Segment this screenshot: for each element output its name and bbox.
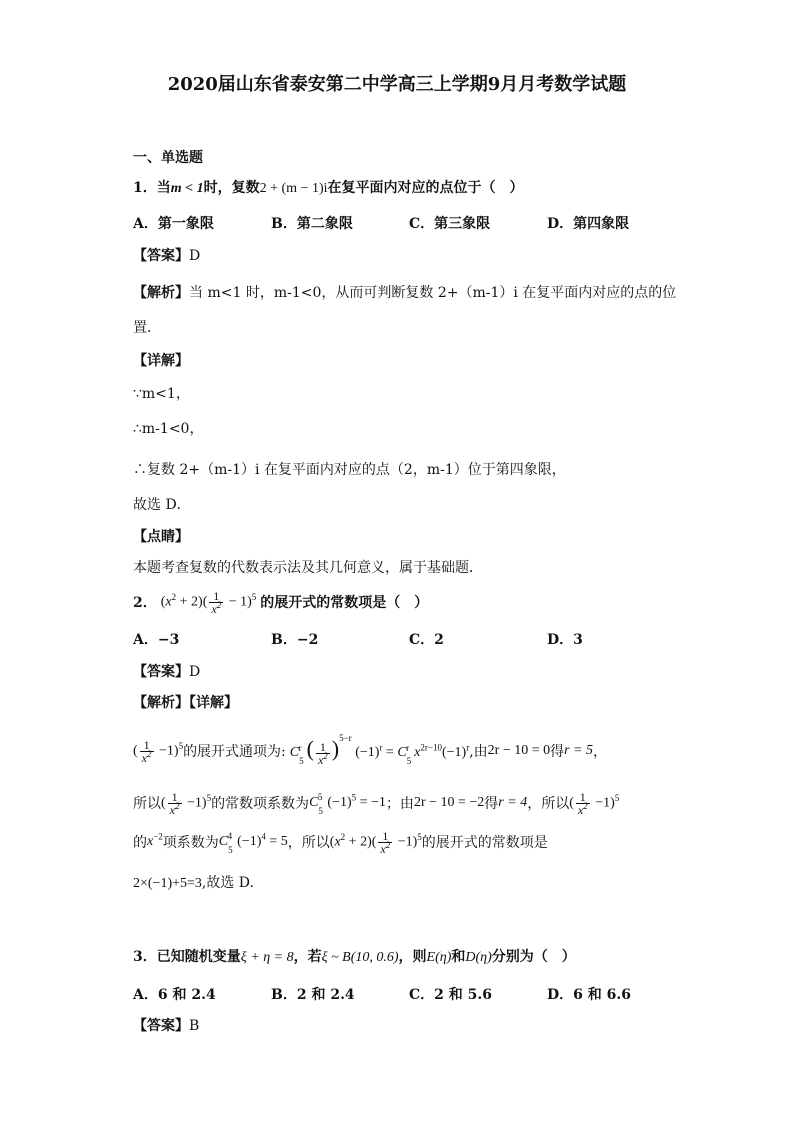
- q2-analysis-line4: 2×(−1)+5=3,故选 D.: [133, 875, 254, 891]
- q1-detail-line: ∴复数 2+（m-1）i 在复平面内对应的点（2，m-1）位于第四象限，: [133, 462, 566, 478]
- q1-stem: 1．当m < 1时，复数2 + (m − 1)i在复平面内对应的点位于（ ）: [133, 180, 524, 196]
- q2-answer: 【答案】D: [133, 664, 201, 680]
- q3-answer: 【答案】B: [133, 1018, 200, 1034]
- q2-analysis-tag: 【解析】【详解】: [133, 695, 238, 711]
- q1-analysis-line2: 置．: [133, 320, 161, 336]
- q1-option-a[interactable]: A．第一象限: [133, 216, 214, 232]
- q2-analysis-line1: ( $\frac{1}{x^2}$ −1)$^5$ 的展开式通项为: $C_5^r$ ( $\frac{1}{x^2}$ )$^{5-r}$ $(-1)^r = C_5^r$ $x^{2r-10}(-1)^r$ ,由 2r − 10 = 0 得 r = 5 ，: [133, 732, 608, 767]
- q3-option-d[interactable]: D．6 和 6.6: [547, 987, 631, 1003]
- q2-option-d[interactable]: D．3: [547, 632, 583, 648]
- q1-answer: 【答案】D: [133, 248, 201, 264]
- q3-option-a[interactable]: A．6 和 2.4: [133, 987, 216, 1003]
- q3-option-b[interactable]: B．2 和 2.4: [271, 987, 355, 1003]
- q1-detail-line: 故选 D．: [133, 497, 191, 513]
- q1-detail-line: ∵m<1，: [133, 386, 190, 402]
- q2-option-b[interactable]: B．−2: [271, 632, 319, 648]
- q2-analysis-line3: 的 $x^{-2}$ 项系数为 $C_5^4$ $(-1)^4 = 5$ ，所以 $(x^2 + 2)$( $\frac{1}{x^2}$ −1)$^5$ 的展开式的常数项是: [133, 828, 548, 856]
- q2-stem: 2． $(x^2 + 2)$( $\frac{1}{x^2}$ − 1)$^5$ 的展开式的常数项是（ ）: [133, 588, 429, 616]
- q1-option-c[interactable]: C．第三象限: [409, 216, 491, 232]
- q1-option-b[interactable]: B．第二象限: [271, 216, 353, 232]
- q3-options: [133, 984, 685, 1004]
- section-heading: 一、单选题: [133, 150, 203, 166]
- q1-comment: 本题考查复数的代数表示法及其几何意义，属于基础题．: [133, 560, 483, 576]
- q1-detail-tag: 【详解】: [133, 353, 189, 369]
- q1-analysis-line1: 【解析】当 m<1 时，m-1<0，从而可判断复数 2+（m-1）i 在复平面内对应的点的位: [133, 285, 677, 301]
- q1-option-d[interactable]: D．第四象限: [547, 216, 630, 232]
- q3-option-c[interactable]: C．2 和 5.6: [409, 987, 492, 1003]
- q2-options: [133, 629, 685, 649]
- q2-analysis-line2: 所以 ( $\frac{1}{x^2}$ −1)$^5$ 的常数项系数为 $C_5^5$ $(-1)^5 = -1$ ；由 2r − 10 = −2 得 r = 4 ，所以 ( $\frac{1}{x^2}$ −1)$^5$: [133, 789, 620, 817]
- q2-option-c[interactable]: C．2: [409, 632, 444, 648]
- q1-comment-tag: 【点睛】: [133, 529, 189, 545]
- page-title: 2020届山东省泰安第二中学高三上学期9月月考数学试题: [167, 74, 627, 95]
- q1-detail-line: ∴m-1<0，: [133, 421, 204, 437]
- q2-option-a[interactable]: A．−3: [133, 632, 180, 648]
- q3-stem: 3．已知随机变量ξ + η = 8，若ξ ~ B(10, 0.6)，则E(η)和D(η)分别为（ ）: [133, 949, 576, 965]
- q1-options: [133, 213, 685, 233]
